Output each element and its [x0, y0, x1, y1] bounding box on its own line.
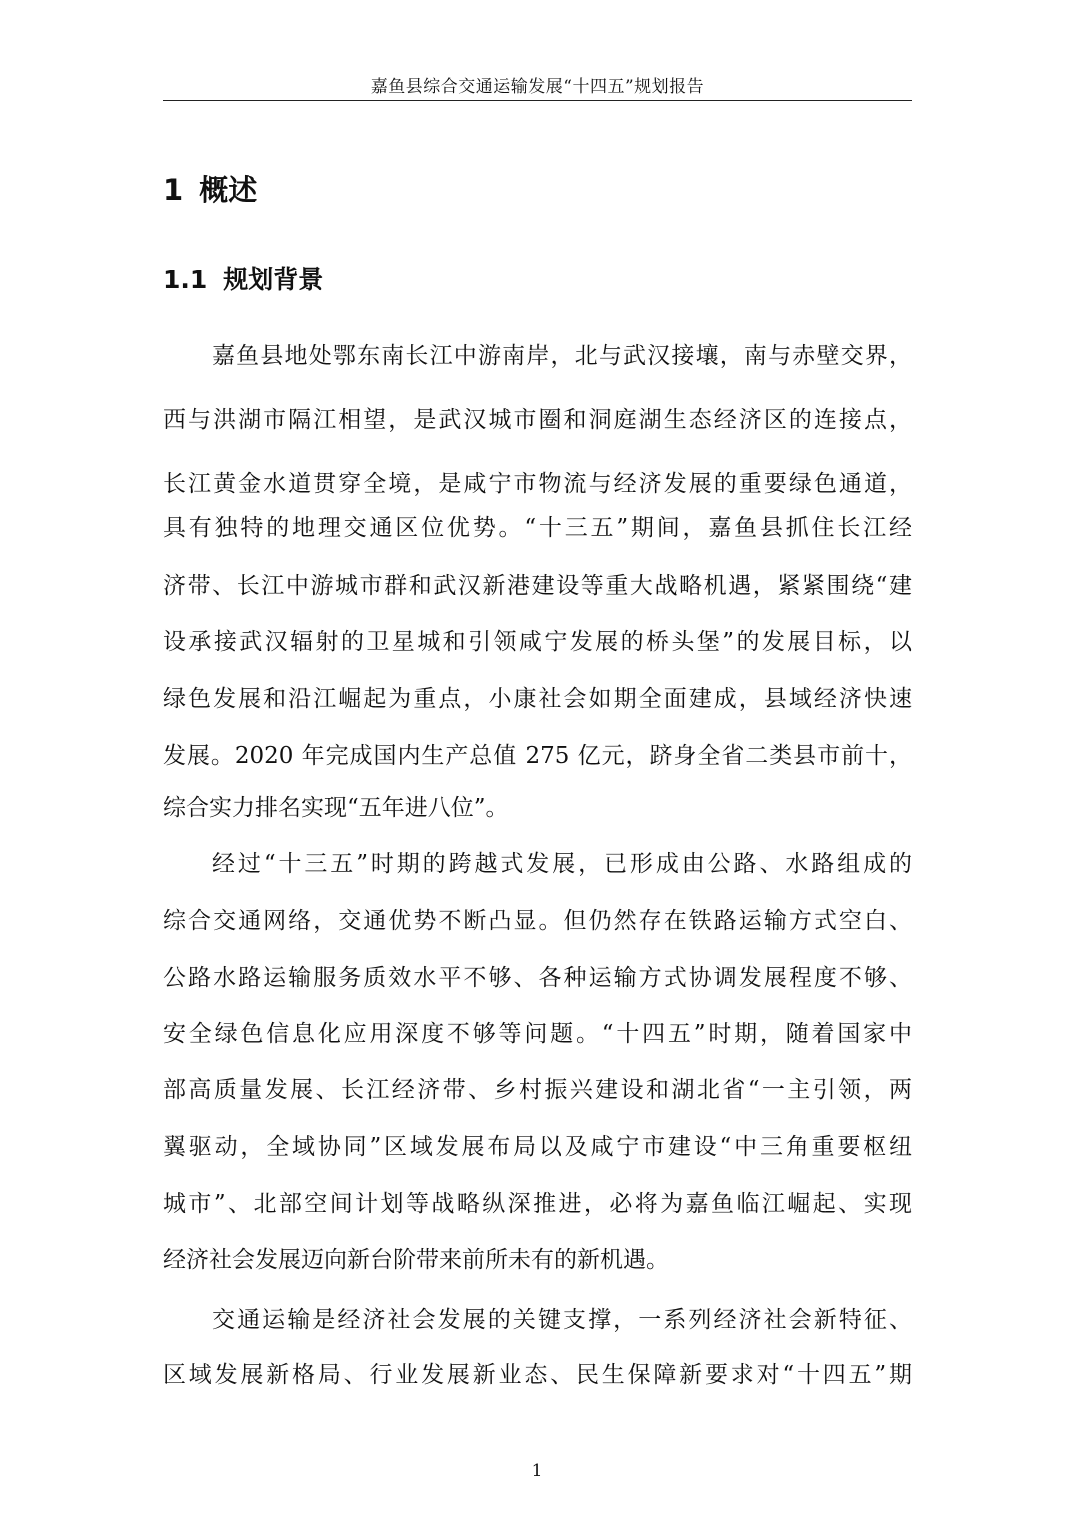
chapter-heading: [163, 168, 257, 212]
paragraph-line: 经过“十三五”时期的跨越式发展，已形成由公路、水路组成的: [212, 851, 912, 877]
paragraph-line: 部高质量发展、长江经济带、乡村振兴建设和湖北省“一主引领，两: [163, 1077, 912, 1103]
paragraph-line: 交通运输是经济社会发展的关键支撑，一系列经济社会新特征、: [212, 1307, 912, 1333]
section-number: 1.1: [163, 265, 208, 294]
chapter-number: 1: [163, 173, 184, 207]
paragraph-line: 经济社会发展迈向新台阶带来前所未有的新机遇。: [163, 1247, 669, 1273]
paragraph-line: 嘉鱼县地处鄂东南长江中游南岸，北与武汉接壤，南与赤壁交界，: [212, 343, 912, 369]
paragraph-line: 综合交通网络，交通优势不断凸显。但仍然存在铁路运输方式空白、: [163, 908, 912, 934]
paragraph-line: 设承接武汉辐射的卫星城和引领咸宁发展的桥头堡”的发展目标，以: [163, 629, 912, 655]
paragraph-line: 长江黄金水道贯穿全境，是咸宁市物流与经济发展的重要绿色通道，: [163, 471, 912, 497]
running-header: 嘉鱼县综合交通运输发展“十四五”规划报告: [370, 77, 705, 97]
section-heading: [163, 258, 323, 302]
paragraph-line: 翼驱动，全域协同”区域发展布局以及咸宁市建设“中三角重要枢纽: [163, 1134, 912, 1160]
page-number: 1: [531, 1461, 543, 1481]
paragraph-line: 城市”、北部空间计划等战略纵深推进，必将为嘉鱼临江崛起、实现: [163, 1191, 912, 1217]
chapter-title: 概述: [199, 173, 258, 207]
paragraph-line: 绿色发展和沿江崛起为重点，小康社会如期全面建成，县域经济快速: [163, 686, 912, 712]
paragraph-line: 济带、长江中游城市群和武汉新港建设等重大战略机遇，紧紧围绕“建: [163, 573, 912, 599]
paragraph-line: 发展。2020 年完成国内生产总值 275 亿元，跻身全省二类县市前十，: [163, 743, 912, 769]
paragraph-line: 具有独特的地理交通区位优势。“十三五”期间，嘉鱼县抓住长江经: [163, 515, 912, 541]
paragraph-line: 公路水路运输服务质效水平不够、各种运输方式协调发展程度不够、: [163, 965, 912, 991]
paragraph-line: 综合实力排名实现“五年进八位”。: [163, 795, 509, 821]
paragraph-line: 西与洪湖市隔江相望，是武汉城市圈和洞庭湖生态经济区的连接点，: [163, 407, 912, 433]
paragraph-line: 区域发展新格局、行业发展新业态、民生保障新要求对“十四五”期: [163, 1362, 912, 1388]
section-title: 规划背景: [223, 265, 324, 294]
paragraph-line: 安全绿色信息化应用深度不够等问题。“十四五”时期，随着国家中: [163, 1021, 912, 1047]
header-rule: [163, 100, 912, 101]
